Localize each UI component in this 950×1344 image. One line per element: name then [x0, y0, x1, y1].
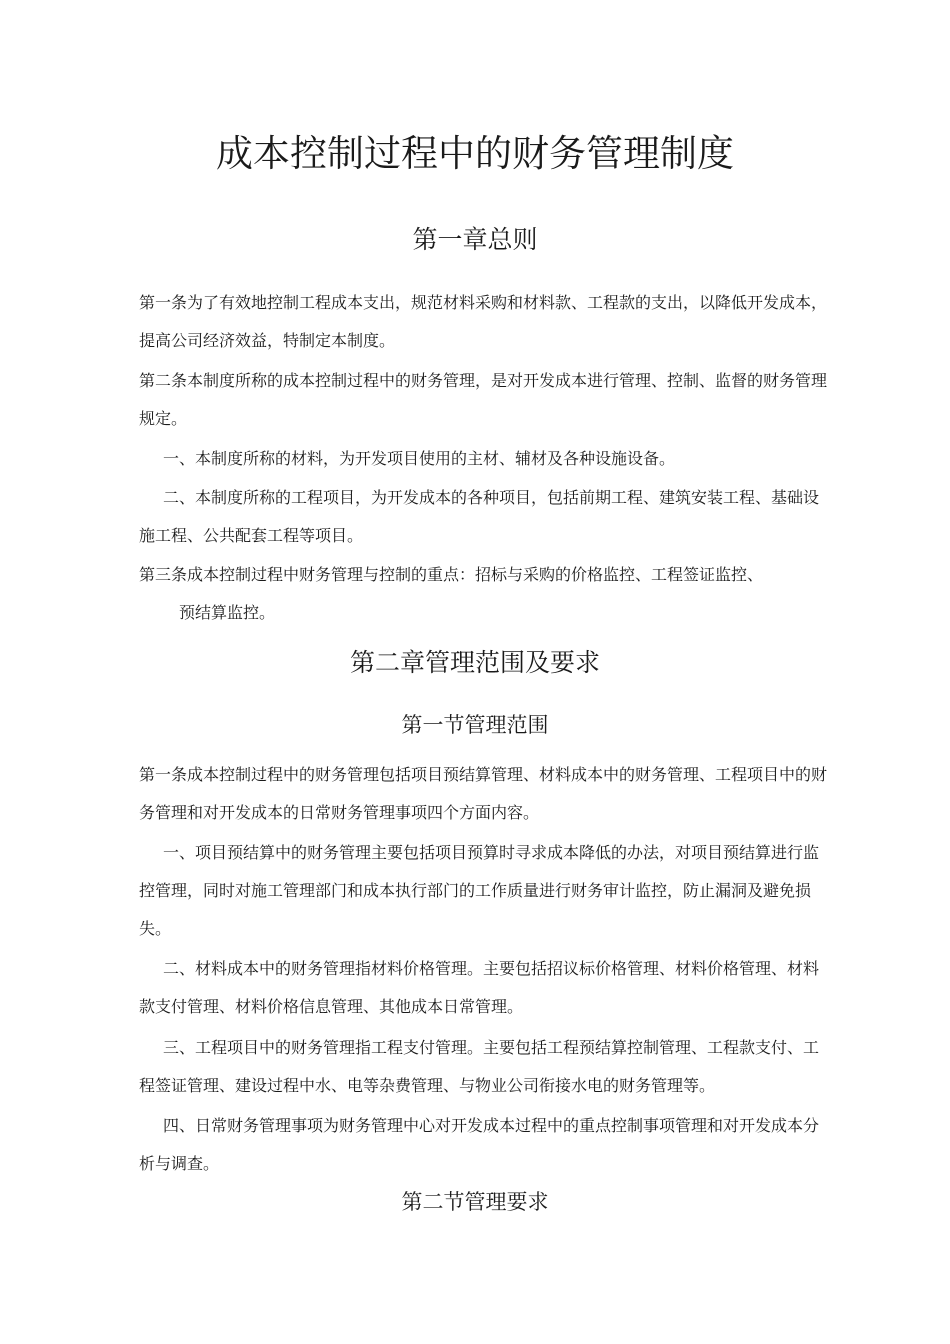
section-1-item-3: 三、工程项目中的财务管理指工程支付管理。主要包括工程预结算控制管理、工程款支付、工程签证管理、建设过程中水、电等杂费管理、与物业公司衔接水电的财务管理等。 — [139, 1038, 820, 1095]
section-1-item-1: 一、项目预结算中的财务管理主要包括项目预算时寻求成本降低的办法，对项目预结算进行监控管理，同时对施工管理部门和成本执行部门的工作质量进行财务审计监控，防止漏洞及避免损失。 — [139, 843, 820, 938]
chapter-1-article-2-item-1: 一、本制度所称的材料，为开发项目使用的主材、辅材及各种设施设备。 — [163, 449, 676, 468]
chapter-1-article-1: 第一条为了有效地控制工程成本支出，规范材料采购和材料款、工程款的支出，以降低开发成本，提高公司经济效益，特制定本制度。 — [139, 293, 828, 350]
chapter-1-article-3-continued: 预结算监控。 — [179, 603, 276, 622]
chapter-1-article-2-item-2: 二、本制度所称的工程项目，为开发成本的各种项目，包括前期工程、建筑安装工程、基础设施工程、公共配套工程等项目。 — [139, 488, 820, 545]
section-1-article-1: 第一条成本控制过程中的财务管理包括项目预结算管理、材料成本中的财务管理、工程项目中的财务管理和对开发成本的日常财务管理事项四个方面内容。 — [139, 765, 828, 822]
section-1-item-2: 二、材料成本中的财务管理指材料价格管理。主要包括招议标价格管理、材料价格管理、材料款支付管理、材料价格信息管理、其他成本日常管理。 — [139, 959, 820, 1016]
chapter-2-heading: 第二章管理范围及要求 — [349, 648, 600, 677]
chapter-1-heading: 第一章总则 — [412, 225, 538, 254]
chapter-1-article-3: 第三条成本控制过程中财务管理与控制的重点：招标与采购的价格监控、工程签证监控、 — [139, 565, 764, 584]
section-1-heading: 第一节管理范围 — [401, 713, 549, 737]
section-2-heading: 第二节管理要求 — [401, 1190, 549, 1214]
chapter-1-article-2: 第二条本制度所称的成本控制过程中的财务管理，是对开发成本进行管理、控制、监督的财务管理规定。 — [139, 371, 828, 428]
section-1-item-4: 四、日常财务管理事项为财务管理中心对开发成本过程中的重点控制事项管理和对开发成本分析与调查。 — [139, 1116, 820, 1173]
document-title: 成本控制过程中的财务管理制度 — [216, 132, 734, 175]
